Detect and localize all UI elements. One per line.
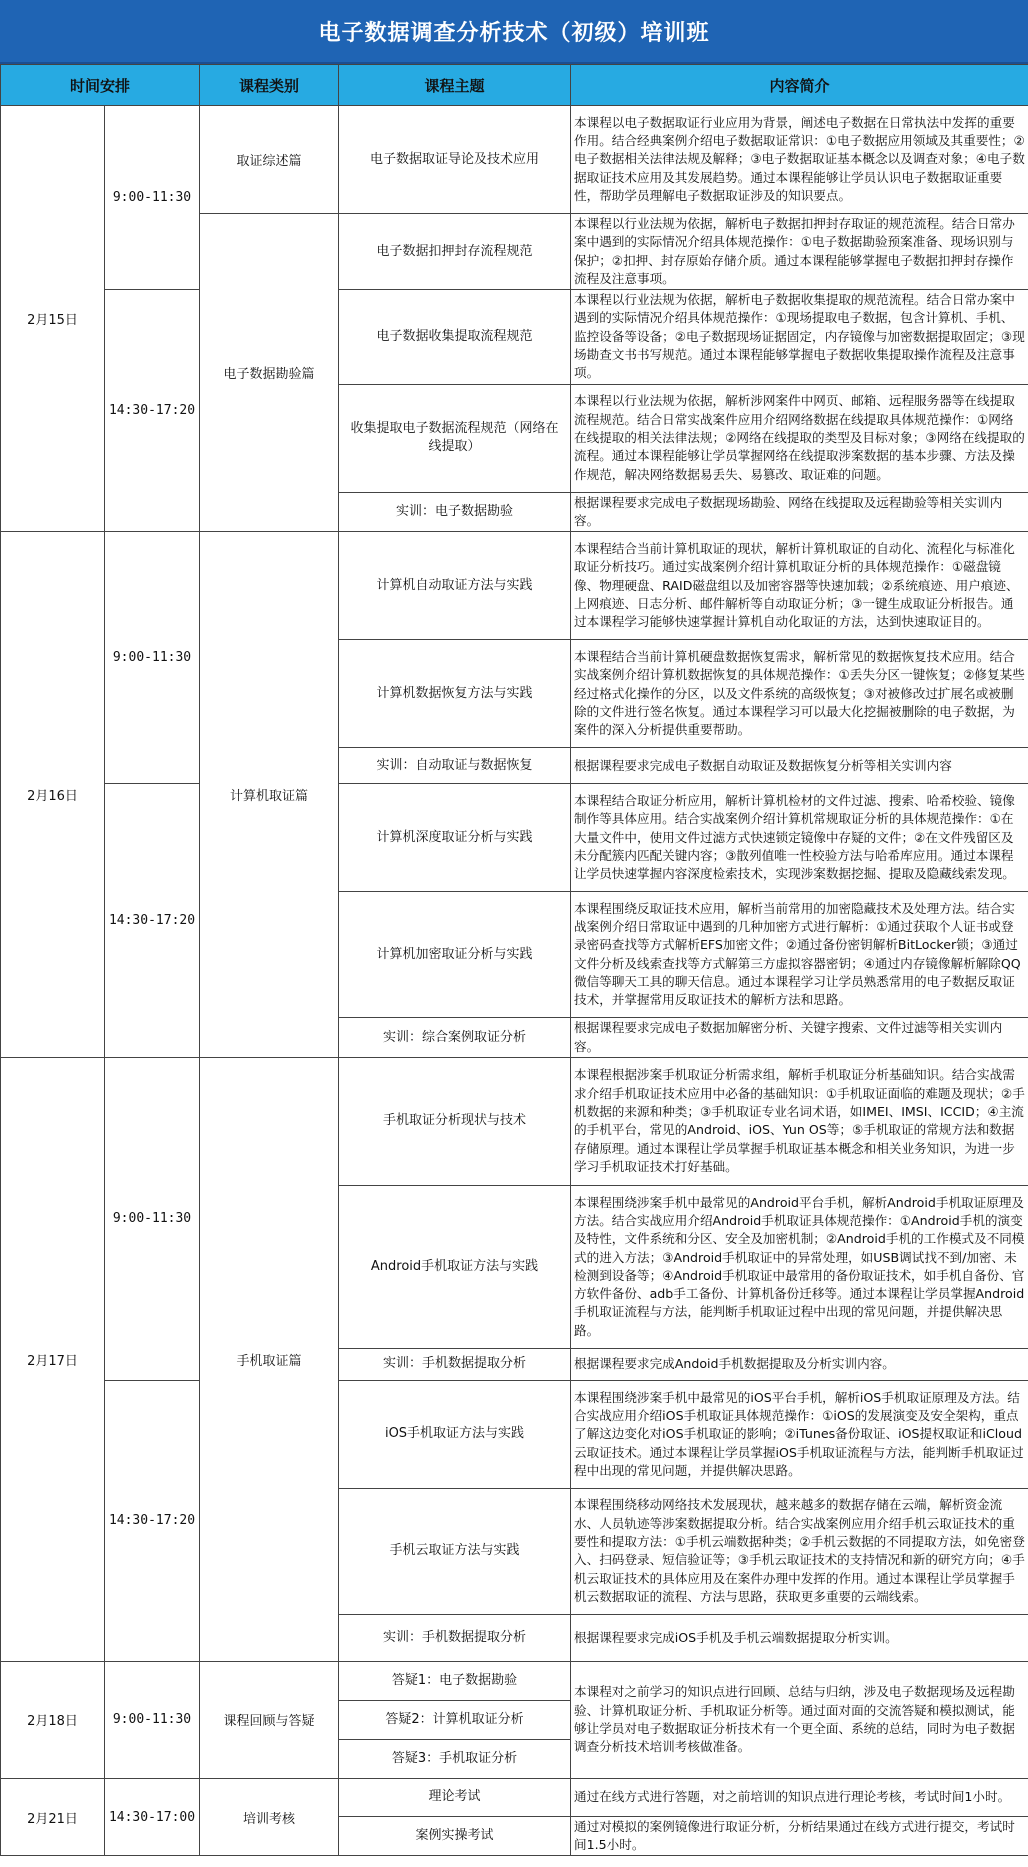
description-cell: 本课程围绕涉案手机中最常见的Android平台手机，解析Android手机取证原理及方法。结合实战应用介绍Android手机取证具体规范操作：①Android手机的演变及特性，文件系统和分区、安全及加密机制；②Android手机的工作模式及不同模式的进入方法；③Android手机取证中的异常处理，如USB调试找不到/加密、未检测到设备等；④Android手机取证中最常用的备份取证技术，如手机自备份、官方软件备份、adb手工备份、计算机备份迁移等。通过本课程让学员掌握Android手机取证流程与方法，能判断手机取证过程中出现的常见问题，并提供解决思路。 — [571, 1185, 1028, 1348]
topic-cell: 电子数据扣押封存流程规范 — [339, 214, 571, 290]
description-cell: 本课程根据涉案手机取证分析需求组，解析手机取证分析基础知识。结合实战需求介绍手机取证技术应用中必备的基础知识：①手机取证面临的难题及现状；②手机数据的来源和种类；③手机取证专业名词术语，如IMEI、IMSI、ICCID；④主流的手机平台，常见的Android、iOS、Yun OS等；⑤手机取证的常规方法和数据存储原理。通过本课程让学员掌握手机取证基本概念和相关业务知识，为进一步学习手机取证技术打好基础。 — [571, 1057, 1028, 1185]
header-category: 课程类别 — [200, 65, 339, 106]
topic-cell: 计算机数据恢复方法与实践 — [339, 640, 571, 748]
topic-cell: 计算机自动取证方法与实践 — [339, 532, 571, 640]
date-cell: 2月17日 — [1, 1057, 105, 1661]
description-cell: 本课程以行业法规为依据，解析涉网案件中网页、邮箱、远程服务器等在线提取流程规范。结合日常实战案件应用介绍网络数据在线提取具体规范操作：①网络在线提取的相关法律法规；②网络在线提取的类型及目标对象；③网络在线提取的流程。通过本课程能够让学员掌握网络在线提取涉案数据的基本步骤、方法及操作规范，解决网络数据易丢失、易篡改、取证难的问题。 — [571, 384, 1028, 492]
description-cell: 根据课程要求完成iOS手机及手机云端数据提取分析实训。 — [571, 1614, 1028, 1661]
table-row — [1, 1380, 1028, 1488]
description-cell: 根据课程要求完成电子数据加解密分析、关键字搜索、文件过滤等相关实训内容。 — [571, 1018, 1028, 1058]
topic-cell: 手机云取证方法与实践 — [339, 1488, 571, 1614]
description-cell: 本课程以行业法规为依据，解析电子数据扣押封存取证的规范流程。结合日常办案中遇到的实际情况介绍具体规范操作：①电子数据勘验预案准备、现场识别与保护；②扣押、封存原始存储介质。通过本课程能够掌握电子数据扣押封存操作流程及注意事项。 — [571, 214, 1028, 290]
header-topic: 课程主题 — [339, 65, 571, 106]
header-row — [1, 65, 1028, 106]
topic-cell: 计算机加密取证分析与实践 — [339, 892, 571, 1018]
description-cell: 通过对模拟的案例镜像进行取证分析，分析结果通过在线方式进行提交，考试时间1.5小时。 — [571, 1816, 1028, 1856]
topic-cell: 实训：手机数据提取分析 — [339, 1614, 571, 1661]
date-cell: 2月21日 — [1, 1778, 105, 1856]
topic-cell: iOS手机取证方法与实践 — [339, 1380, 571, 1488]
topic-cell: 答疑2：计算机取证分析 — [339, 1700, 571, 1739]
description-cell: 根据课程要求完成电子数据现场勘验、网络在线提取及远程勘验等相关实训内容。 — [571, 492, 1028, 532]
topic-cell: 电子数据收集提取流程规范 — [339, 290, 571, 384]
category-cell: 手机取证篇 — [200, 1057, 339, 1661]
topic-cell: 答疑1：电子数据勘验 — [339, 1661, 571, 1700]
topic-cell: 计算机深度取证分析与实践 — [339, 784, 571, 892]
description-cell: 本课程以电子数据取证行业应用为背景，阐述电子数据在日常执法中发挥的重要作用。结合经典案例介绍电子数据取证常识：①电子数据应用领域及其重要性；②电子数据相关法律法规及解释；③电子数据取证基本概念以及调查对象；④电子数据取证技术应用及其发展趋势。通过本课程能够让学员认识电子数据取证重要性，帮助学员理解电子数据取证涉及的知识要点。 — [571, 106, 1028, 214]
table-row — [1, 106, 1028, 214]
description-cell: 通过在线方式进行答题，对之前培训的知识点进行理论考核，考试时间1小时。 — [571, 1778, 1028, 1816]
date-cell: 2月15日 — [1, 106, 105, 532]
table-row — [1, 532, 1028, 640]
description-cell: 根据课程要求完成Andoid手机数据提取及分析实训内容。 — [571, 1348, 1028, 1380]
time-cell: 14:30-17:20 — [105, 1380, 200, 1661]
category-cell: 培训考核 — [200, 1778, 339, 1856]
table-row — [1, 290, 1028, 384]
table-row — [1, 1661, 1028, 1700]
schedule-table — [0, 64, 1028, 1856]
time-cell: 9:00-11:30 — [105, 1661, 200, 1778]
category-cell: 电子数据勘验篇 — [200, 214, 339, 532]
description-cell: 根据课程要求完成电子数据自动取证及数据恢复分析等相关实训内容 — [571, 748, 1028, 784]
description-cell: 本课程对之前学习的知识点进行回顾、总结与归纳，涉及电子数据现场及远程勘验、计算机取证分析、手机取证分析等。通过面对面的交流答疑和模拟测试，能够让学员对电子数据取证分析技术有一个更全面、系统的总结，同时为电子数据调查分析技术培训考核做准备。 — [571, 1661, 1028, 1778]
description-cell: 本课程结合当前计算机硬盘数据恢复需求，解析常见的数据恢复技术应用。结合实战案例介绍计算机数据恢复的具体规范操作：①丢失分区一键恢复；②修复某些经过格式化操作的分区，以及文件系统的高级恢复；③对被修改过扩展名或被删除的文件进行签名恢复。通过本课程学习可以最大化挖掘被删除的电子数据，为案件的深入分析提供重要帮助。 — [571, 640, 1028, 748]
topic-cell: 实训：综合案例取证分析 — [339, 1018, 571, 1058]
time-cell: 9:00-11:30 — [105, 1057, 200, 1380]
time-cell: 14:30-17:20 — [105, 290, 200, 532]
topic-cell: 实训：电子数据勘验 — [339, 492, 571, 532]
topic-cell: 手机取证分析现状与技术 — [339, 1057, 571, 1185]
topic-cell: 答疑3：手机取证分析 — [339, 1739, 571, 1778]
description-cell: 本课程围绕反取证技术应用，解析当前常用的加密隐藏技术及处理方法。结合实战案例介绍日常取证中遇到的几种加密方式进行解析：①通过获取个人证书或登录密码查找等方式解析EFS加密文件；②通过备份密钥解析BitLocker锁；③通过文件分析及线索查找等方式解第三方虚拟容器密钥；④通过内存镜像解析解除QQ微信等聊天工具的聊天信息。通过本课程学习让学员熟悉常用的电子数据反取证技术，并掌握常用反取证技术的解析方法和思路。 — [571, 892, 1028, 1018]
header-time: 时间安排 — [1, 65, 200, 106]
time-cell: 9:00-11:30 — [105, 106, 200, 290]
header-content: 内容简介 — [571, 65, 1028, 106]
description-cell: 本课程以行业法规为依据，解析电子数据收集提取的规范流程。结合日常办案中遇到的实际情况介绍具体规范操作：①现场提取电子数据，包含计算机、手机、监控设备等设备；②电子数据现场证据固定，内存镜像与加密数据提取固定；③现场勘查文书书写规范。通过本课程能够掌握电子数据收集提取操作流程及注意事项。 — [571, 290, 1028, 384]
topic-cell: 收集提取电子数据流程规范（网络在线提取） — [339, 384, 571, 492]
topic-cell: 实训：手机数据提取分析 — [339, 1348, 571, 1380]
topic-cell: Android手机取证方法与实践 — [339, 1185, 571, 1348]
topic-cell: 电子数据取证导论及技术应用 — [339, 106, 571, 214]
time-cell: 14:30-17:20 — [105, 784, 200, 1058]
topic-cell: 案例实操考试 — [339, 1816, 571, 1856]
time-cell: 14:30-17:00 — [105, 1778, 200, 1856]
description-cell: 本课程结合取证分析应用，解析计算机检材的文件过滤、搜索、哈希校验、镜像制作等具体应用。结合实战案例介绍计算机常规取证分析的具体规范操作：①在大量文件中，使用文件过滤方式快速锁定镜像中存疑的文件；②在文件残留区及未分配簇内匹配关键内容；③散列值唯一性校验方法与哈希库应用。通过本课程让学员快速掌握内容深度检索技术，实现涉案数据挖掘、提取及隐藏线索发现。 — [571, 784, 1028, 892]
table-row — [1, 784, 1028, 892]
description-cell: 本课程结合当前计算机取证的现状，解析计算机取证的自动化、流程化与标准化取证分析技巧。通过实战案例介绍计算机取证分析的具体规范操作：①磁盘镜像、物理硬盘、RAID磁盘组以及加密容器等快速加载；②系统痕迹、用户痕迹、上网痕迹、日志分析、邮件解析等自动取证分析；③一键生成取证分析报告。通过本课程学习能够快速掌握计算机自动化取证的方法，达到快速取证目的。 — [571, 532, 1028, 640]
table-row — [1, 1778, 1028, 1816]
date-cell: 2月18日 — [1, 1661, 105, 1778]
page-title: 电子数据调查分析技术（初级）培训班 — [0, 0, 1028, 64]
date-cell: 2月16日 — [1, 532, 105, 1058]
category-cell: 课程回顾与答疑 — [200, 1661, 339, 1778]
category-cell: 计算机取证篇 — [200, 532, 339, 1058]
description-cell: 本课程围绕涉案手机中最常见的iOS平台手机，解析iOS手机取证原理及方法。结合实战应用介绍iOS手机取证具体规范操作：①iOS的发展演变及安全架构，重点了解这边变化对iOS手机取证的影响；②iTunes备份取证、iOS提权取证和iCloud云取证技术。通过本课程让学员掌握iOS手机取证流程与方法，能判断手机取证过程中出现的常见问题，并提供解决思路。 — [571, 1380, 1028, 1488]
topic-cell: 实训：自动取证与数据恢复 — [339, 748, 571, 784]
time-cell: 9:00-11:30 — [105, 532, 200, 784]
topic-cell: 理论考试 — [339, 1778, 571, 1816]
description-cell: 本课程围绕移动网络技术发展现状，越来越多的数据存储在云端，解析资金流水、人员轨迹等涉案数据提取分析。结合实战案例应用介绍手机云取证技术的重要性和提取方法：①手机云端数据种类；②手机云数据的不同提取方法，如免密登入、扫码登录、短信验证等；③手机云取证技术的支持情况和新的研究方向；④手机云取证技术的具体应用及在案件办理中发挥的作用。通过本课程让学员掌握手机云数据取证的流程、方法与思路，获取更多重要的云端线索。 — [571, 1488, 1028, 1614]
category-cell: 取证综述篇 — [200, 106, 339, 214]
table-row — [1, 1057, 1028, 1185]
